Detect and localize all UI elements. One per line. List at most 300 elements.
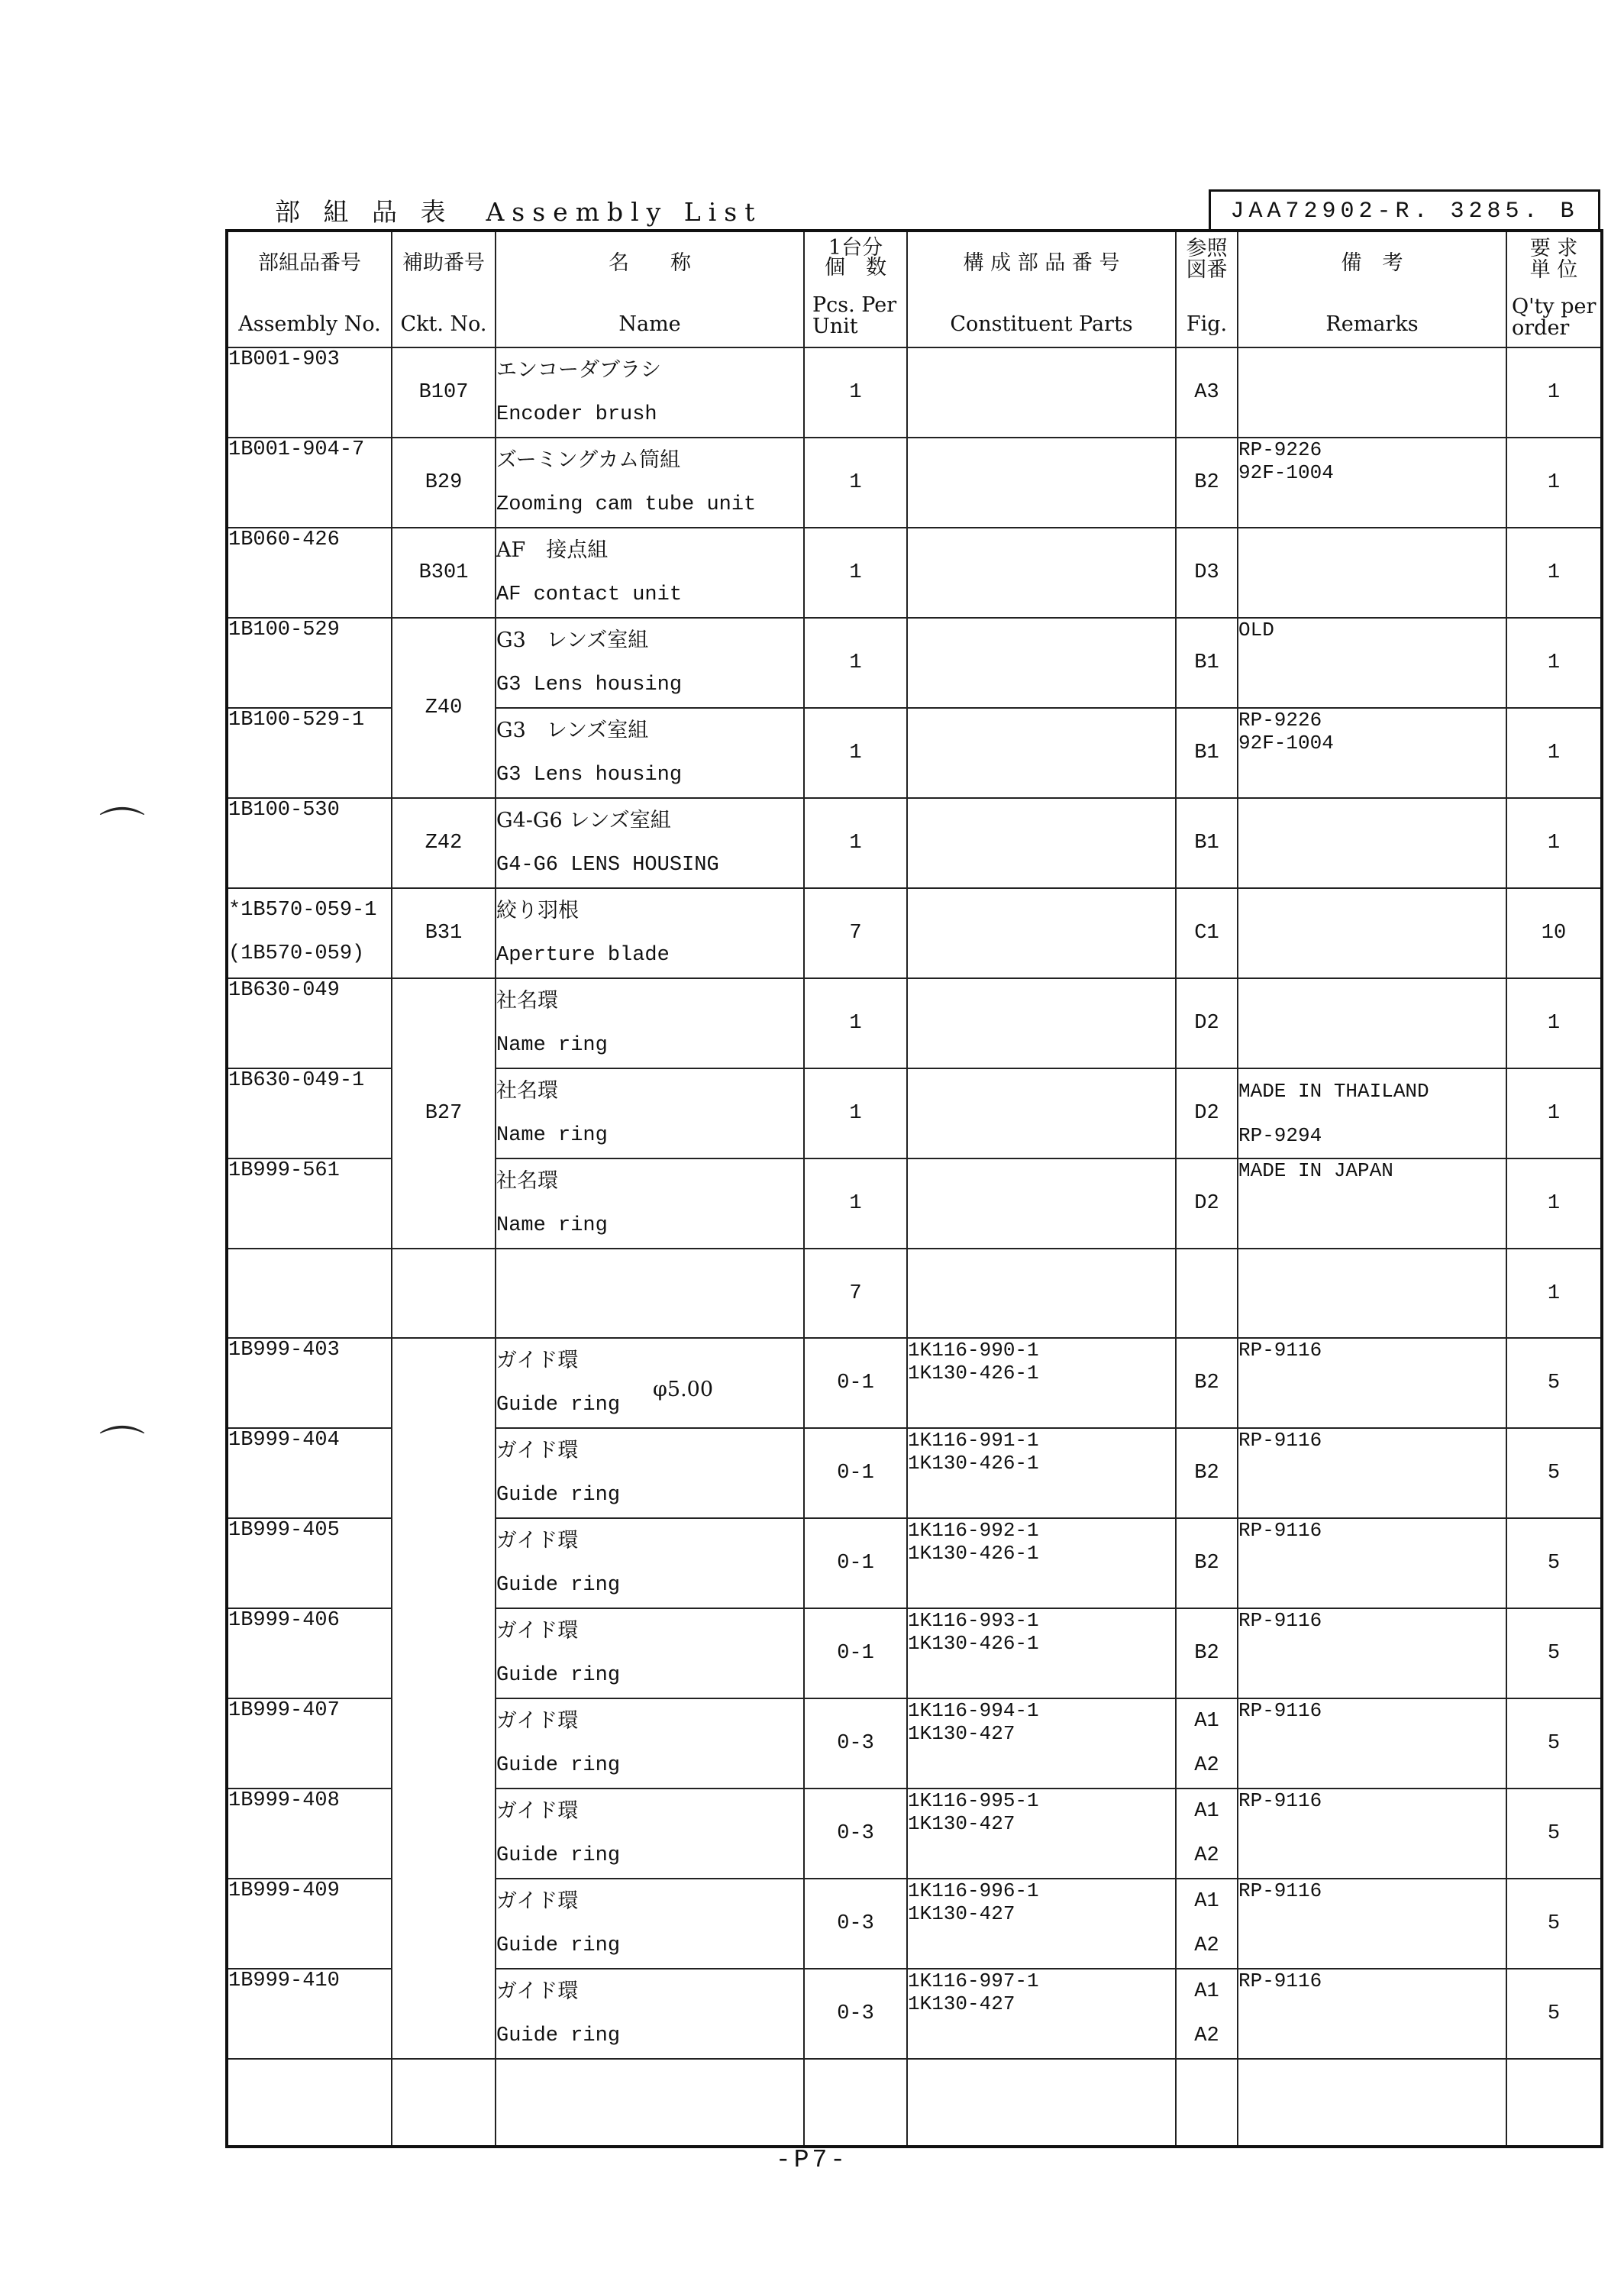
cell-text: OLD	[1238, 619, 1274, 641]
qty-per-order-cell	[1506, 1789, 1602, 1879]
qty-per-order-cell	[1506, 1428, 1602, 1518]
cell-text: 0-1	[837, 1552, 874, 1575]
cell-text: G3 Lens housing	[496, 674, 683, 696]
table-row-empty	[227, 2059, 1602, 2147]
cell-text: D2	[1194, 1192, 1219, 1215]
cell-text: 1K116-997-1 1K130-427	[908, 1969, 1039, 2015]
cell-text: Guide ring	[496, 1664, 621, 1687]
remarks-cell	[1238, 438, 1506, 528]
cell-text: ガイド環	[496, 1439, 579, 1462]
fig-cell	[1176, 618, 1238, 708]
remarks-cell	[1238, 1428, 1506, 1518]
fig-cell	[1176, 528, 1238, 618]
cell-text: Guide ring	[496, 1934, 621, 1957]
fig-cell	[1176, 1879, 1238, 1969]
cell-text: A1 A2	[1194, 1890, 1219, 1957]
name-cell	[496, 708, 804, 798]
col-constituent-parts: 構 成 部 品 番 号 Constituent Parts	[907, 231, 1176, 347]
constituent-parts-cell	[907, 1879, 1176, 1969]
cell-text: MADE IN JAPAN	[1238, 1159, 1393, 1182]
fig-cell	[1176, 1068, 1238, 1158]
cell-text: *1B570-059-1	[228, 899, 377, 922]
cell-text: G3 レンズ室組	[496, 719, 649, 742]
ckt-no-cell	[392, 528, 496, 618]
cell-text: MADE IN THAILAND	[1238, 1080, 1429, 1103]
name-cell	[496, 798, 804, 888]
qty-per-order-cell	[1506, 1698, 1602, 1789]
fig-cell	[1176, 798, 1238, 888]
remarks-cell	[1238, 1249, 1506, 1338]
qty-per-order-cell	[1506, 347, 1602, 438]
table-row	[227, 347, 1602, 438]
pcs-per-unit-cell	[804, 1969, 907, 2059]
pcs-per-unit-cell	[804, 1249, 907, 1338]
cell-text: ガイド環	[496, 1529, 579, 1553]
cell-text: RP-9116	[1238, 1429, 1322, 1452]
pcs-per-unit-cell	[804, 1608, 907, 1698]
remarks-cell	[1238, 1518, 1506, 1608]
assembly-no-cell	[227, 1428, 392, 1518]
table-row	[227, 978, 1602, 1068]
empty-cell	[1506, 2059, 1602, 2147]
cell-text: D2	[1194, 1102, 1219, 1125]
cell-text: RP-9294	[1238, 1124, 1322, 1147]
cell-text: 1K116-995-1 1K130-427	[908, 1789, 1039, 1835]
name-cell	[496, 528, 804, 618]
cell-text: RP-9116	[1238, 1879, 1322, 1902]
table-row	[227, 438, 1602, 528]
assembly-no-cell	[227, 1879, 392, 1969]
header-row	[227, 231, 1602, 347]
ckt-no-cell	[392, 1338, 496, 2059]
cell-text: RP-9116	[1238, 1519, 1322, 1542]
cell-text: 5	[1547, 1372, 1561, 1394]
cell-text: 社名環	[496, 1169, 558, 1193]
cell-text: 0-1	[837, 1462, 874, 1485]
name-cell	[496, 1068, 804, 1158]
qty-per-order-cell	[1506, 438, 1602, 528]
remarks-cell	[1238, 708, 1506, 798]
cell-text: Guide ring	[496, 1754, 621, 1777]
cell-text: (1B570-059)	[228, 942, 365, 965]
cell-text: B2	[1194, 1372, 1219, 1394]
cell-text: AF contact unit	[496, 583, 683, 606]
cell-text: RP-9116	[1238, 1969, 1322, 1992]
pcs-per-unit-cell	[804, 978, 907, 1068]
qty-per-order-cell	[1506, 1608, 1602, 1698]
constituent-parts-cell	[907, 1158, 1176, 1249]
cell-text: B1	[1194, 832, 1219, 855]
cell-text: 1	[849, 742, 862, 764]
cell-text: 1K116-996-1 1K130-427	[908, 1879, 1039, 1925]
cell-text: 0-3	[837, 2002, 874, 2025]
cell-text: B1	[1194, 742, 1219, 764]
cell-text: 7	[849, 922, 862, 945]
fig-cell	[1176, 708, 1238, 798]
assembly-no-cell	[227, 1158, 392, 1249]
cell-text: RP-9226 92F-1004	[1238, 709, 1334, 755]
assembly-no-cell	[227, 978, 392, 1068]
assembly-no-cell	[227, 1969, 392, 2059]
pcs-per-unit-cell	[804, 1879, 907, 1969]
pcs-per-unit-cell	[804, 798, 907, 888]
cell-text: 1B001-904-7	[228, 438, 365, 461]
cell-text: B31	[425, 922, 463, 945]
name-cell	[496, 1428, 804, 1518]
remarks-cell	[1238, 618, 1506, 708]
fig-cell	[1176, 1969, 1238, 2059]
empty-cell	[804, 2059, 907, 2147]
table-row	[227, 1338, 1602, 1428]
page-number: -P7-	[775, 2146, 849, 2174]
assembly-no-cell	[227, 1698, 392, 1789]
cell-text: B107	[418, 381, 469, 404]
cell-text: 1	[849, 1102, 862, 1125]
qty-per-order-cell	[1506, 888, 1602, 978]
cell-text: 5	[1547, 1732, 1561, 1755]
document-code: JAA72902-R. 3285. B	[1209, 189, 1600, 231]
remarks-cell	[1238, 1789, 1506, 1879]
cell-text: 1K116-992-1 1K130-426-1	[908, 1519, 1039, 1565]
remarks-cell	[1238, 1698, 1506, 1789]
cell-text: ガイド環	[496, 1349, 579, 1372]
pcs-per-unit-cell	[804, 1428, 907, 1518]
punch-hole-mark: ⌒	[99, 1423, 145, 1476]
assembly-no-cell	[227, 618, 392, 708]
fig-cell	[1176, 1249, 1238, 1338]
cell-text: 1	[1547, 1192, 1561, 1215]
cell-text: 1	[1547, 742, 1561, 764]
cell-text: 1B100-530	[228, 799, 340, 822]
cell-text: RP-9116	[1238, 1789, 1322, 1812]
name-cell	[496, 1789, 804, 1879]
cell-text: 1B999-561	[228, 1159, 340, 1182]
cell-text: G4-G6 LENS HOUSING	[496, 854, 719, 877]
qty-per-order-cell	[1506, 1969, 1602, 2059]
ckt-no-cell	[392, 438, 496, 528]
pcs-per-unit-cell	[804, 1698, 907, 1789]
cell-text: Encoder brush	[496, 403, 657, 426]
cell-text: 1	[849, 471, 862, 494]
cell-text: A1 A2	[1194, 1980, 1219, 2047]
assembly-no-cell	[227, 1789, 392, 1879]
cell-text: Name ring	[496, 1124, 608, 1147]
remarks-cell	[1238, 1969, 1506, 2059]
pcs-per-unit-cell	[804, 1158, 907, 1249]
cell-text: 1	[1547, 1102, 1561, 1125]
constituent-parts-cell	[907, 528, 1176, 618]
table-row	[227, 528, 1602, 618]
cell-text: 1B630-049	[228, 979, 340, 1002]
name-cell	[496, 618, 804, 708]
cell-text: 10	[1541, 922, 1567, 945]
cell-text: Aperture blade	[496, 944, 670, 967]
assembly-no-cell	[227, 347, 392, 438]
constituent-parts-cell	[907, 1428, 1176, 1518]
cell-text: B2	[1194, 1642, 1219, 1665]
qty-per-order-cell	[1506, 708, 1602, 798]
col-remarks: 備 考 Remarks	[1238, 231, 1506, 347]
pcs-per-unit-cell	[804, 708, 907, 798]
cell-text: 1B630-049-1	[228, 1069, 365, 1092]
cell-text: 1	[1547, 832, 1561, 855]
cell-text: 1B001-903	[228, 348, 340, 371]
cell-text: 1B999-404	[228, 1429, 340, 1452]
remarks-cell	[1238, 888, 1506, 978]
cell-text: Guide ring	[496, 2024, 621, 2047]
cell-text: B2	[1194, 1552, 1219, 1575]
constituent-parts-cell	[907, 1969, 1176, 2059]
cell-text: Z40	[425, 696, 463, 719]
constituent-parts-cell	[907, 888, 1176, 978]
table-row	[227, 798, 1602, 888]
ckt-no-cell	[392, 888, 496, 978]
constituent-parts-cell	[907, 618, 1176, 708]
pcs-per-unit-cell	[804, 1518, 907, 1608]
empty-cell	[227, 2059, 392, 2147]
constituent-parts-cell	[907, 1249, 1176, 1338]
cell-text: 1	[1547, 471, 1561, 494]
ckt-no-cell	[392, 1249, 496, 1338]
cell-text: 0-1	[837, 1372, 874, 1394]
empty-cell	[1176, 2059, 1238, 2147]
cell-text: G4-G6 レンズ室組	[496, 809, 671, 832]
constituent-parts-cell	[907, 347, 1176, 438]
cell-text: 1	[1547, 381, 1561, 404]
cell-text: 1	[1547, 651, 1561, 674]
remarks-cell	[1238, 1608, 1506, 1698]
constituent-parts-cell	[907, 1518, 1176, 1608]
qty-per-order-cell	[1506, 1338, 1602, 1428]
qty-per-order-cell	[1506, 1158, 1602, 1249]
diameter-note: φ5.00	[653, 1378, 714, 1401]
fig-cell	[1176, 888, 1238, 978]
cell-text: B301	[418, 561, 469, 584]
fig-cell	[1176, 1518, 1238, 1608]
fig-cell	[1176, 1158, 1238, 1249]
cell-text: B27	[425, 1102, 463, 1125]
table-body	[227, 347, 1602, 2147]
qty-per-order-cell	[1506, 978, 1602, 1068]
qty-per-order-cell	[1506, 618, 1602, 708]
constituent-parts-cell	[907, 438, 1176, 528]
cell-text: 1K116-993-1 1K130-426-1	[908, 1609, 1039, 1655]
empty-cell	[392, 2059, 496, 2147]
constituent-parts-cell	[907, 978, 1176, 1068]
assembly-no-cell	[227, 528, 392, 618]
pcs-per-unit-cell	[804, 347, 907, 438]
cell-text: 0-3	[837, 1822, 874, 1845]
cell-text: RP-9116	[1238, 1699, 1322, 1722]
cell-text: 1B999-409	[228, 1879, 340, 1902]
punch-hole-mark: ⌒	[99, 804, 145, 858]
cell-text: 社名環	[496, 989, 558, 1013]
cell-text: 1K116-991-1 1K130-426-1	[908, 1429, 1039, 1475]
fig-cell	[1176, 1338, 1238, 1428]
cell-text: 1B060-426	[228, 528, 340, 551]
cell-text: エンコーダブラシ	[496, 358, 661, 382]
cell-text: ズーミングカム筒組	[496, 448, 681, 472]
name-cell	[496, 438, 804, 528]
ckt-no-cell	[392, 798, 496, 888]
cell-text: AF 接点組	[496, 538, 609, 562]
assembly-no-cell	[227, 708, 392, 798]
cell-text: 1B999-405	[228, 1519, 340, 1542]
name-cell	[496, 1698, 804, 1789]
fig-cell	[1176, 978, 1238, 1068]
cell-text: D2	[1194, 1012, 1219, 1035]
constituent-parts-cell	[907, 798, 1176, 888]
qty-per-order-cell	[1506, 1518, 1602, 1608]
cell-text: Zooming cam tube unit	[496, 493, 757, 516]
table-row	[227, 888, 1602, 978]
fig-cell	[1176, 438, 1238, 528]
cell-text: A1 A2	[1194, 1710, 1219, 1777]
name-cell	[496, 1158, 804, 1249]
cell-text: B2	[1194, 471, 1219, 494]
cell-text: 1B100-529-1	[228, 709, 365, 732]
cell-text: Z42	[425, 832, 463, 855]
qty-per-order-cell	[1506, 798, 1602, 888]
constituent-parts-cell	[907, 708, 1176, 798]
pcs-per-unit-cell	[804, 528, 907, 618]
col-assembly-no: 部組品番号 Assembly No.	[227, 231, 392, 347]
page-title: 部 組 品 表 Assembly List	[275, 197, 763, 227]
ckt-no-cell	[392, 978, 496, 1249]
name-cell	[496, 347, 804, 438]
assembly-list-table	[225, 229, 1603, 2148]
name-cell	[496, 888, 804, 978]
cell-text: 1K116-990-1 1K130-426-1	[908, 1339, 1039, 1385]
cell-text: Name ring	[496, 1214, 608, 1237]
constituent-parts-cell	[907, 1789, 1176, 1879]
empty-cell	[496, 2059, 804, 2147]
constituent-parts-cell	[907, 1068, 1176, 1158]
cell-text: 1	[849, 381, 862, 404]
cell-text: 1B999-406	[228, 1609, 340, 1632]
col-pcs-per-unit: 1台分 個 数 Pcs. Per Unit	[804, 231, 907, 347]
table-row	[227, 1249, 1602, 1338]
pcs-per-unit-cell	[804, 1068, 907, 1158]
cell-text: 1	[849, 1192, 862, 1215]
cell-text: 5	[1547, 1552, 1561, 1575]
fig-cell	[1176, 347, 1238, 438]
pcs-per-unit-cell	[804, 618, 907, 708]
cell-text: B29	[425, 471, 463, 494]
assembly-no-cell	[227, 888, 392, 978]
cell-text: G3 レンズ室組	[496, 628, 649, 652]
fig-cell	[1176, 1428, 1238, 1518]
cell-text: ガイド環	[496, 1619, 579, 1643]
cell-text: RP-9116	[1238, 1339, 1322, 1362]
cell-text: G3 Lens housing	[496, 764, 683, 787]
cell-text: 1K116-994-1 1K130-427	[908, 1699, 1039, 1745]
table-row	[227, 618, 1602, 708]
cell-text: RP-9226 92F-1004	[1238, 438, 1334, 484]
cell-text: A3	[1194, 381, 1219, 404]
name-cell	[496, 1249, 804, 1338]
assembly-no-cell	[227, 438, 392, 528]
remarks-cell	[1238, 798, 1506, 888]
cell-text: 1	[1547, 1012, 1561, 1035]
remarks-cell	[1238, 1158, 1506, 1249]
cell-text: 5	[1547, 1912, 1561, 1935]
cell-text: Guide ring	[496, 1394, 621, 1417]
cell-text: D3	[1194, 561, 1219, 584]
empty-cell	[1238, 2059, 1506, 2147]
cell-text: 1	[849, 561, 862, 584]
cell-text: 1	[849, 1012, 862, 1035]
cell-text: RP-9116	[1238, 1609, 1322, 1632]
cell-text: 1B999-407	[228, 1699, 340, 1722]
cell-text: B2	[1194, 1462, 1219, 1485]
ckt-no-cell	[392, 347, 496, 438]
col-fig: 参照 図番 Fig.	[1176, 231, 1238, 347]
cell-text: 社名環	[496, 1079, 558, 1103]
remarks-cell	[1238, 1879, 1506, 1969]
fig-cell	[1176, 1608, 1238, 1698]
name-cell	[496, 1518, 804, 1608]
cell-text: ガイド環	[496, 1979, 579, 2003]
cell-text: 5	[1547, 1462, 1561, 1485]
cell-text: 5	[1547, 1642, 1561, 1665]
col-ckt-no: 補助番号 Ckt. No.	[392, 231, 496, 347]
constituent-parts-cell	[907, 1338, 1176, 1428]
cell-text: Guide ring	[496, 1844, 621, 1867]
name-cell	[496, 1969, 804, 2059]
qty-per-order-cell	[1506, 1249, 1602, 1338]
name-cell	[496, 978, 804, 1068]
constituent-parts-cell	[907, 1608, 1176, 1698]
col-name: 名 称 Name	[496, 231, 804, 347]
cell-text: 1	[1547, 561, 1561, 584]
empty-cell	[907, 2059, 1176, 2147]
name-cell	[496, 1608, 804, 1698]
cell-text: 1B999-403	[228, 1339, 340, 1362]
cell-text: 5	[1547, 1822, 1561, 1845]
fig-cell	[1176, 1698, 1238, 1789]
cell-text: Name ring	[496, 1034, 608, 1057]
cell-text: 5	[1547, 2002, 1561, 2025]
cell-text: 0-1	[837, 1642, 874, 1665]
remarks-cell	[1238, 347, 1506, 438]
cell-text: B1	[1194, 651, 1219, 674]
assembly-no-cell	[227, 1608, 392, 1698]
assembly-no-cell	[227, 798, 392, 888]
remarks-cell	[1238, 1068, 1506, 1158]
qty-per-order-cell	[1506, 528, 1602, 618]
cell-text: 0-3	[837, 1732, 874, 1755]
assembly-no-cell	[227, 1518, 392, 1608]
cell-text: 1	[1547, 1281, 1561, 1305]
cell-text: A1 A2	[1194, 1800, 1219, 1867]
cell-text: 1B999-408	[228, 1789, 340, 1812]
assembly-no-cell	[227, 1068, 392, 1158]
pcs-per-unit-cell	[804, 1789, 907, 1879]
assembly-no-cell	[227, 1338, 392, 1428]
cell-text: ガイド環	[496, 1799, 579, 1823]
name-cell	[496, 1338, 804, 1428]
cell-text: Guide ring	[496, 1484, 621, 1507]
fig-cell	[1176, 1789, 1238, 1879]
ckt-no-cell	[392, 618, 496, 798]
remarks-cell	[1238, 528, 1506, 618]
cell-text: C1	[1194, 922, 1219, 945]
pcs-per-unit-cell	[804, 1338, 907, 1428]
cell-text: 1	[849, 651, 862, 674]
cell-text: 絞り羽根	[496, 899, 579, 923]
qty-per-order-cell	[1506, 1879, 1602, 1969]
